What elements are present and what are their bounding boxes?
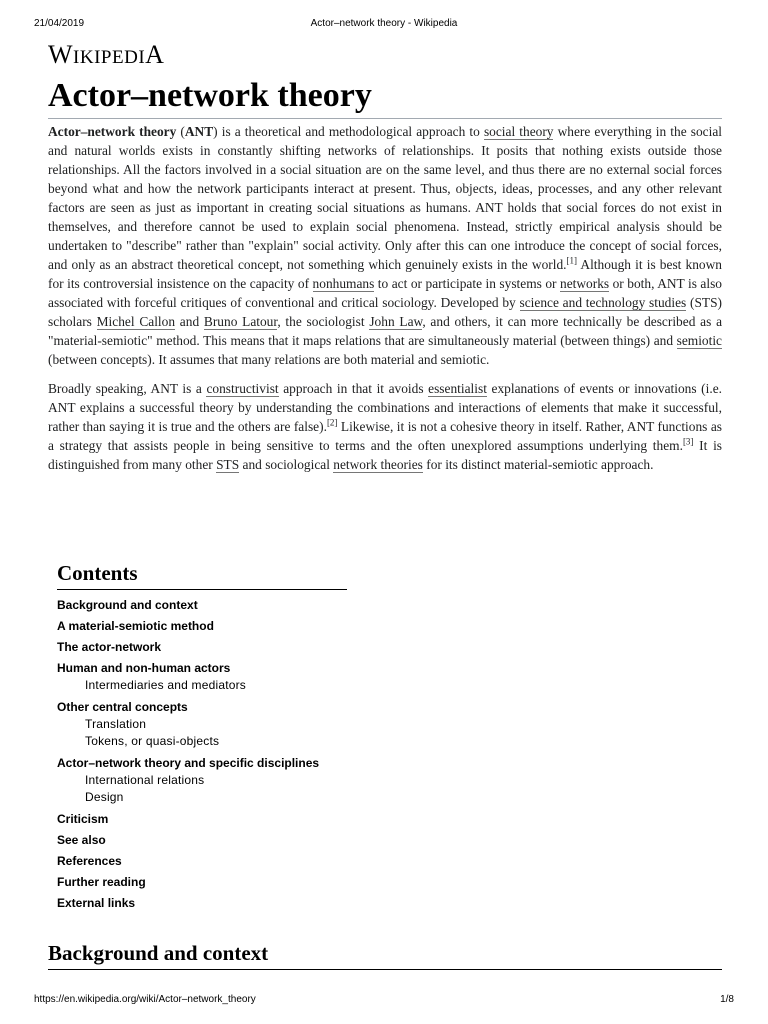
toc-item-other-central-concepts[interactable]: Other central concepts — [57, 700, 188, 714]
print-date: 21/04/2019 — [34, 18, 85, 29]
text-run: Broadly speaking, ANT is a — [48, 381, 207, 396]
toc-subitem-translation[interactable]: Translation — [85, 717, 147, 731]
link-john-law[interactable]: John Law — [369, 314, 423, 329]
toc-item-external-links[interactable]: External links — [57, 896, 136, 910]
link-networks[interactable]: networks — [560, 276, 610, 291]
print-header — [34, 18, 734, 32]
toc-item-see-also[interactable]: See also — [57, 833, 106, 847]
print-page-number: 1/8 — [720, 994, 734, 1005]
toc-item-human-and-non-human-actors[interactable]: Human and non-human actors — [57, 661, 231, 675]
text-run: Likewise, it is not a cohesive theory in itself. Rather, ANT functions as a strategy that assists people in being sensitive to terms and the often unexplored assumptions underlying them. — [48, 419, 722, 453]
link-network-theories[interactable]: network theories — [333, 457, 423, 472]
text-run: (between concepts). It assumes that many relations are both material and semiotic. — [48, 352, 490, 367]
print-url: https://en.wikipedia.org/wiki/Actor–network_theory — [34, 994, 256, 1005]
text-run: approach in that it avoids — [278, 381, 429, 396]
link-social-theory[interactable]: social theory — [483, 124, 554, 139]
citation-1[interactable]: [1] — [566, 255, 577, 266]
text-run: , the sociologist — [277, 314, 370, 329]
text-run: ) is a theoretical and methodological approach to — [213, 124, 484, 139]
toc-item-further-reading[interactable]: Further reading — [57, 875, 146, 889]
toc-item-material-semiotic-method[interactable]: A material-semiotic method — [57, 619, 214, 633]
toc-item-actor-network[interactable]: The actor-network — [57, 640, 162, 654]
text-run: It is distinguished from many other — [48, 438, 722, 472]
toc-item-references[interactable]: References — [57, 854, 122, 868]
toc-list — [57, 596, 347, 912]
page-title: Actor–network theory — [48, 76, 722, 119]
link-michel-callon[interactable]: Michel Callon — [96, 314, 176, 329]
text-run: explanations of events or innovations (i.e. ANT explains a successful theory by understanding the combinations and interactions of elements that make it successful, rather than saying it is true and the others are false). — [48, 381, 722, 434]
text-run: Although it is best known for its controversial insistence on the capacity of — [48, 257, 722, 291]
link-bruno-latour[interactable]: Bruno Latour — [203, 314, 278, 329]
link-nonhumans[interactable]: nonhumans — [312, 276, 375, 291]
text-run: and — [175, 314, 204, 329]
bold-term-ant: ANT — [184, 124, 214, 139]
toc-title: Contents — [57, 560, 347, 590]
intro-paragraph-2 — [48, 379, 722, 474]
toc-item-specific-disciplines[interactable]: Actor–network theory and specific disciplines — [57, 756, 320, 770]
print-title: Actor–network theory - Wikipedia — [310, 18, 458, 29]
text-run: and sociological — [239, 457, 334, 472]
link-sts[interactable]: STS — [216, 457, 240, 472]
wikipedia-logo[interactable]: WIKIPEDIA — [48, 40, 165, 69]
link-constructivist[interactable]: constructivist — [206, 381, 279, 396]
toc-item-background-and-context[interactable]: Background and context — [57, 598, 198, 612]
toc-subitem-intermediaries-and-mediators[interactable]: Intermediaries and mediators — [85, 678, 247, 692]
print-footer — [34, 994, 734, 1008]
link-science-and-technology-studies[interactable]: science and technology studies — [519, 295, 687, 310]
citation-3[interactable]: [3] — [682, 436, 694, 447]
bold-term-ant-full: Actor–network theory — [48, 124, 177, 139]
section-heading-background: Background and context — [48, 940, 722, 970]
text-run: (STS) scholars — [48, 295, 723, 329]
link-semiotic[interactable]: semiotic — [676, 333, 722, 348]
text-run: or both, ANT is also associated with forceful critiques of conventional and critical sociology. Developed by — [48, 276, 722, 310]
text-run: where everything in the social and natural worlds exists in constantly shifting networks of relationships. It posits that nothing exists outside those relationships. All the factors involved in a social situation are on the same level, and thus there are no external social forces beyond what and how the network participants interact at present. Thus, objects, ideas, processes, and any other relevant factors are seen as just as important in creating social situations as humans. ANT holds that social forces do not exist in themselves, and therefore cannot be used to explain social phenomena. Instead, strictly empirical analysis should be undertaken to "describe" rather than "explain" social activity. Only after this can one introduce the concept of social forces, and only as an abstract theoretical concept, not something which genuinely exists in the world. — [48, 124, 722, 272]
citation-2[interactable]: [2] — [326, 417, 338, 428]
link-essentialist[interactable]: essentialist — [428, 381, 487, 396]
text-run: ( — [176, 124, 185, 139]
intro-paragraph-1 — [48, 122, 722, 369]
toc-subitem-design[interactable]: Design — [85, 790, 124, 804]
toc-subitem-tokens-quasi-objects[interactable]: Tokens, or quasi-objects — [85, 734, 220, 748]
toc-item-criticism[interactable]: Criticism — [57, 812, 109, 826]
text-run: , and others, it can more technically be described as a "material-semiotic" method. This means that it maps relations that are simultaneously material (between things) and — [48, 314, 723, 348]
toc-subitem-international-relations[interactable]: International relations — [85, 773, 205, 787]
text-run: to act or participate in systems or — [374, 276, 561, 291]
article-body — [48, 122, 722, 484]
text-run: for its distinct material-semiotic approach. — [422, 457, 654, 472]
table-of-contents — [57, 560, 347, 915]
